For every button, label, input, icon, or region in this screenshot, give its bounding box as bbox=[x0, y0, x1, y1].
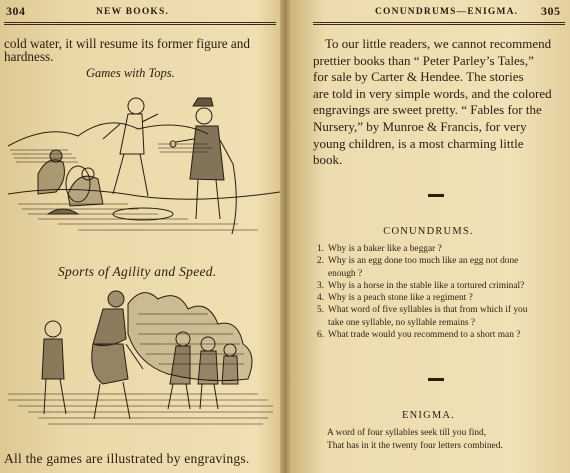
conundrum-text: take one syllable, no syllable remains ? bbox=[328, 317, 476, 328]
paragraph-line: young children, is a most charming little bbox=[313, 135, 524, 151]
left-page bbox=[0, 0, 283, 473]
paragraph-line: for sale by Carter & Hendee. The stories bbox=[313, 69, 524, 85]
left-header-rule bbox=[4, 22, 276, 25]
caption-games-with-tops: Games with Tops. bbox=[86, 66, 175, 80]
right-header-rule bbox=[313, 22, 565, 25]
paragraph-line: prettier books than “ Peter Parley’s Tales,” bbox=[313, 52, 534, 68]
conundrum-text: What trade would you recommend to a short man ? bbox=[328, 330, 521, 341]
right-running-head: CONUNDRUMS—ENIGMA. bbox=[375, 7, 519, 17]
engraving-games-with-tops bbox=[8, 84, 280, 244]
right-page bbox=[287, 0, 570, 473]
enigma-text bbox=[327, 427, 557, 452]
left-page-number: 304 bbox=[6, 4, 26, 18]
conundrum-item bbox=[317, 292, 565, 304]
conundrums-list bbox=[317, 243, 565, 341]
paragraph-line: engravings are sweet pretty. “ Fables for the bbox=[313, 102, 542, 118]
right-page-number: 305 bbox=[541, 4, 561, 18]
conundrum-text: Why is a horse in the stable like a tortured criminal? bbox=[328, 280, 525, 291]
conundrums-heading: CONUNDRUMS. bbox=[383, 226, 474, 237]
conundrum-number: 5. bbox=[317, 305, 325, 316]
conundrum-text: Why is an egg done too much like an egg not done bbox=[328, 256, 519, 267]
conundrum-item bbox=[317, 317, 565, 329]
paragraph-line: book. bbox=[313, 152, 343, 168]
conundrum-number: 3. bbox=[317, 280, 325, 291]
left-top-text-line1: cold water, it will resume its former figure and bbox=[4, 36, 250, 51]
conundrum-item bbox=[317, 304, 565, 316]
conundrum-number: 1. bbox=[317, 244, 325, 254]
conundrum-text: Why is a peach stone like a regiment ? bbox=[328, 293, 473, 304]
conundrum-text: enough ? bbox=[328, 268, 363, 279]
left-bottom-text: All the games are illustrated by engravings. bbox=[4, 451, 250, 466]
conundrum-number: 6. bbox=[317, 330, 325, 341]
recommendation-paragraph bbox=[313, 36, 567, 169]
conundrum-number: 4. bbox=[317, 293, 325, 304]
enigma-line: That has in it the twenty four letters combined. bbox=[327, 440, 503, 451]
conundrum-text: What word of five syllables is that from which if you bbox=[328, 305, 528, 316]
section-divider bbox=[428, 378, 444, 381]
left-top-text-line2: hardness. bbox=[4, 49, 54, 64]
engraving-sports-of-agility bbox=[8, 284, 280, 434]
left-running-head: NEW BOOKS. bbox=[96, 7, 170, 17]
conundrum-item bbox=[317, 243, 565, 255]
conundrum-text: Why is a baker like a beggar ? bbox=[328, 244, 442, 254]
paragraph-line: To our little readers, we cannot recommend bbox=[325, 36, 552, 51]
paragraph-line: are told in very simple words, and the colored bbox=[313, 85, 552, 101]
enigma-heading: ENIGMA. bbox=[401, 410, 456, 421]
enigma-line: A word of four syllables seek till you find, bbox=[327, 428, 487, 438]
conundrum-number: 2. bbox=[317, 256, 325, 267]
conundrum-item bbox=[317, 280, 565, 292]
paragraph-line: Nursery,” by Munroe & Francis, for very bbox=[313, 118, 527, 134]
caption-sports-of-agility: Sports of Agility and Speed. bbox=[58, 264, 217, 279]
conundrum-item bbox=[317, 268, 565, 280]
conundrum-item bbox=[317, 329, 565, 341]
conundrum-item bbox=[317, 255, 565, 267]
section-divider bbox=[428, 194, 444, 197]
